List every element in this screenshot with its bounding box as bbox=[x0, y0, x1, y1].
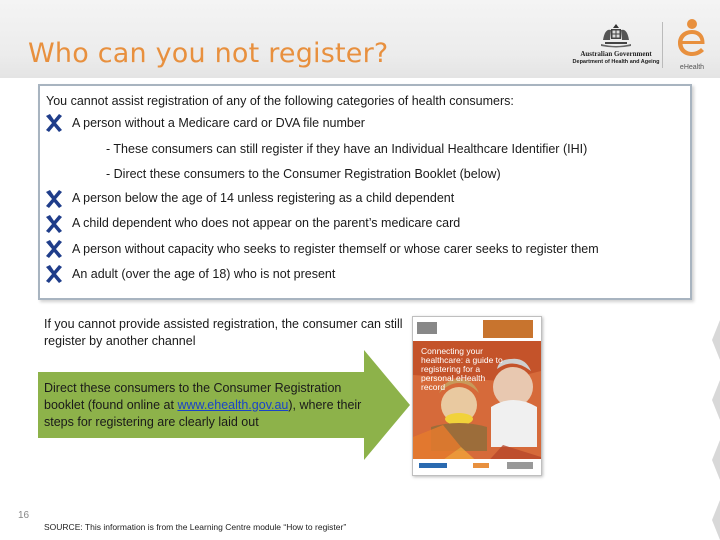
cross-icon bbox=[44, 214, 64, 234]
government-name: Australian Government bbox=[580, 50, 652, 58]
booklet-title: Connecting your healthcare: a guide to registering for a personal eHealth record bbox=[421, 346, 503, 392]
australian-government-logo bbox=[560, 22, 672, 72]
cross-icon bbox=[44, 189, 64, 209]
alternative-channel-text: If you cannot provide assisted registration, the consumer can still register by another channel bbox=[44, 317, 403, 348]
callout-text bbox=[44, 380, 362, 431]
callout-text-after: ), where their steps for registering are clearly laid out bbox=[44, 398, 362, 429]
ehealth-website-link[interactable]: www.ehealth.gov.au bbox=[177, 398, 289, 412]
page-title: Who can you not register? bbox=[28, 38, 389, 69]
restriction-subpoint: - These consumers can still register if they have an Individual Healthcare Identifier (IHI) bbox=[106, 142, 588, 156]
restriction-item: An adult (over the age of 18) who is not present bbox=[72, 267, 336, 281]
cross-icon bbox=[44, 239, 64, 259]
coat-of-arms-icon bbox=[599, 22, 633, 48]
department-name: Department of Health and Ageing bbox=[572, 59, 660, 65]
callout-text-before: Direct these consumers to the Consumer Registration booklet (found online at bbox=[44, 381, 342, 412]
restriction-item: A person below the age of 14 unless registering as a child dependent bbox=[72, 191, 455, 205]
cross-icon bbox=[44, 113, 64, 133]
restrictions-box bbox=[38, 84, 692, 300]
restriction-item: A person without capacity who seeks to register themself or whose carer seeks to register them bbox=[72, 242, 599, 256]
registration-booklet-cover bbox=[412, 316, 542, 476]
decorative-strip bbox=[712, 300, 720, 540]
ehealth-icon bbox=[675, 18, 709, 58]
booklet-cover-image bbox=[413, 317, 541, 475]
logo-divider bbox=[662, 22, 663, 68]
restriction-subpoint: - Direct these consumers to the Consumer Registration Booklet (below) bbox=[106, 167, 501, 181]
page-number: 16 bbox=[18, 510, 30, 521]
restriction-item: A child dependent who does not appear on the parent’s medicare card bbox=[72, 216, 461, 230]
source-note: SOURCE: This information is from the Learning Centre module “How to register” bbox=[44, 522, 347, 532]
restriction-item: A person without a Medicare card or DVA file number bbox=[72, 116, 365, 130]
ehealth-logo bbox=[668, 18, 716, 71]
restrictions-intro: You cannot assist registration of any of the following categories of health consumers: bbox=[46, 94, 514, 108]
ehealth-label: eHealth bbox=[679, 64, 705, 71]
cross-icon bbox=[44, 264, 64, 284]
